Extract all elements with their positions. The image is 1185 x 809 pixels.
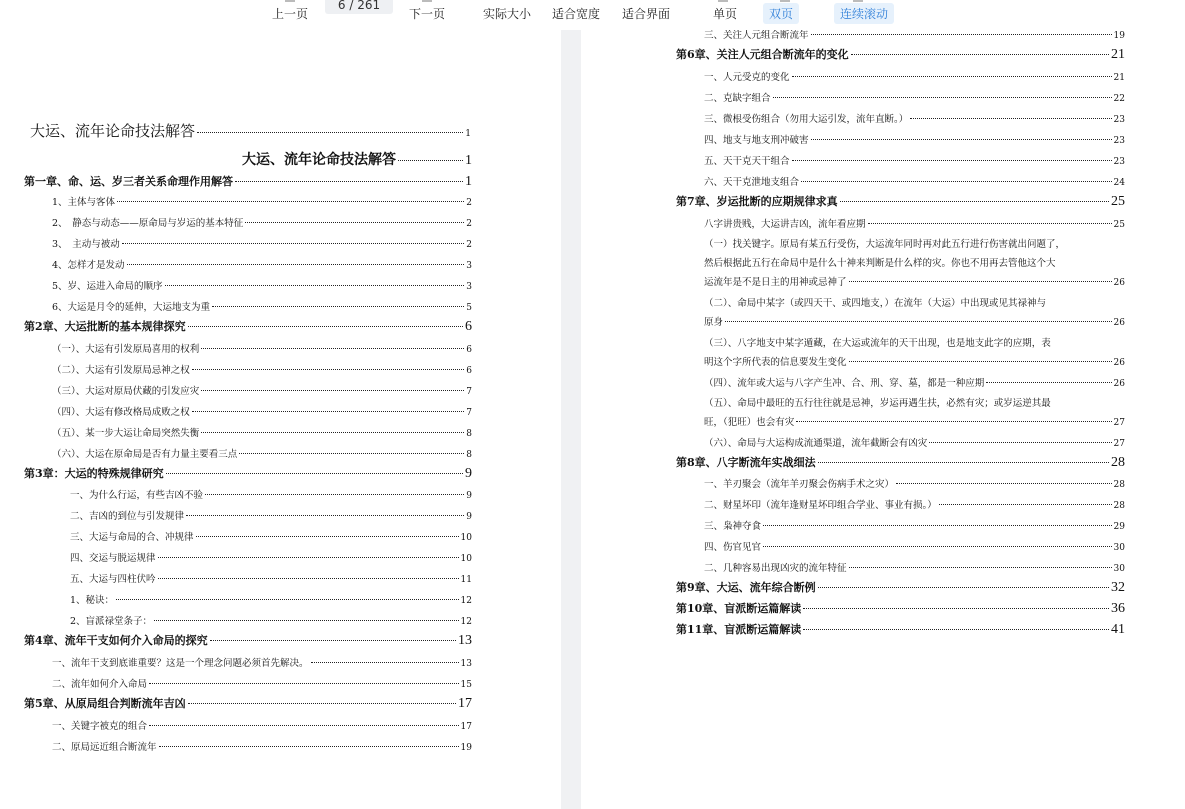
toc-entry[interactable]: 四、伤官见官 30: [704, 542, 1125, 553]
toc-chapter-entry[interactable]: 第4章、流年干支如何介入命局的探究 13: [24, 633, 472, 648]
toc-entry[interactable]: 二、几种容易出现凶灾的流年特征 30: [704, 563, 1125, 574]
toc-entry[interactable]: 一、流年干支到底谁重要？这是一个理念问题必须首先解决。 13: [52, 658, 472, 669]
toc-entry[interactable]: 2、盲派禄堂条子： 12: [70, 616, 472, 627]
toc-entry[interactable]: （四）、大运有修改格局成败之权 7: [52, 407, 472, 418]
toc-entry[interactable]: 一、羊刃聚会（流年羊刃聚会伤病手术之灾） 28: [704, 479, 1125, 490]
toc-entry[interactable]: （一）、大运有引发原局喜用的权利 6: [52, 344, 472, 355]
toolbar-icon-fragment: [780, 0, 790, 2]
toc-entry[interactable]: 二、吉凶的到位与引发规律 9: [70, 511, 472, 522]
toc-entry[interactable]: 三、大运与命局的合、冲规律 10: [70, 532, 472, 543]
toc-entry[interactable]: 一、为什么行运，有些吉凶不验 9: [70, 490, 472, 501]
toc-entry[interactable]: 四、地支与地支刑冲破害 23: [704, 135, 1125, 146]
toc-paragraph-line: （二）、命局中某字（或四天干、或四地支，）在流年（大运）中出现或见其禄神与: [704, 298, 1047, 309]
toc-paragraph-line: 然后根据此五行在命局中是什么十神来判断是什么样的灾。你也不用再去管他这个大: [704, 258, 1056, 269]
continuous-scroll-button[interactable]: 连续滚动: [834, 3, 894, 24]
toc-chapter-entry[interactable]: 第6章、关注人元组合断流年的变化 21: [676, 47, 1125, 62]
toc-entry[interactable]: 2、 静态与动态——原命局与岁运的基本特征 2: [52, 218, 472, 229]
toc-entry[interactable]: 6、大运是月令的延伸，大运地支为重 5: [52, 302, 472, 313]
document-page-right: [581, 30, 1185, 809]
toc-entry[interactable]: （四）、流年或大运与八字产生冲、合、刑、穿、墓，都是一种应期 26: [704, 378, 1125, 389]
fit-width-button[interactable]: 适合宽度: [552, 7, 601, 21]
toc-entry[interactable]: 三、关注人元组合断流年 19: [704, 30, 1125, 41]
toc-paragraph-end[interactable]: 明这个字所代表的信息要发生变化 26: [704, 357, 1125, 368]
toc-entry[interactable]: 1、主体与客体 2: [52, 197, 472, 208]
toc-entry[interactable]: （三）、大运对原局伏藏的引发应灾 7: [52, 386, 472, 397]
toc-entry[interactable]: 四、交运与脱运规律 10: [70, 553, 472, 564]
toc-title-entry[interactable]: 大运、流年论命技法解答 1: [30, 122, 471, 140]
toc-entry[interactable]: 五、大运与四柱伏吟 11: [70, 574, 472, 585]
toc-entry[interactable]: 一、关键字被克的组合 17: [52, 721, 472, 732]
page-number-box[interactable]: [325, 0, 393, 14]
toc-chapter-entry[interactable]: 大运、流年论命技法解答 1: [242, 152, 472, 168]
toolbar-icon-fragment: [853, 0, 863, 2]
toc-chapter-entry[interactable]: 第一章、命、运、岁三者关系命理作用解答 1: [24, 174, 472, 189]
next-page-button[interactable]: 下一页: [409, 7, 446, 21]
document-page-left: [0, 30, 561, 809]
double-page-button[interactable]: 双页: [763, 3, 799, 24]
toc-entry[interactable]: 八字讲贵贱，大运讲吉凶，流年看应期 25: [704, 219, 1125, 230]
single-page-button[interactable]: 单页: [713, 7, 738, 21]
fit-page-button[interactable]: 适合界面: [622, 7, 671, 21]
toc-paragraph-line: （五）、命局中最旺的五行往往就是忌神，岁运再遇生扶，必然有灾；或岁运逆其最: [704, 398, 1051, 409]
page-total: / 261: [349, 0, 381, 12]
page-current-input[interactable]: 6: [337, 0, 346, 12]
toc-entry[interactable]: 一、人元受克的变化 21: [704, 72, 1125, 83]
toc-entry[interactable]: 二、流年如何介入命局 15: [52, 679, 472, 690]
toolbar-icon-fragment: [285, 0, 295, 2]
toc-paragraph-end[interactable]: 运流年是不是日主的用神或忌神了 26: [704, 277, 1125, 288]
page-gap: [561, 30, 581, 809]
toc-paragraph-end[interactable]: 旺，（犯旺）也会有灾 27: [704, 417, 1125, 428]
actual-size-button[interactable]: 实际大小: [483, 7, 532, 21]
toc-paragraph-line: （一）找关键字。原局有某五行受伤，大运流年同时再对此五行进行伤害就出问题了，: [704, 239, 1066, 250]
toc-entry[interactable]: 5、岁、运进入命局的顺序 3: [52, 281, 472, 292]
toolbar-icon-fragment: [422, 0, 432, 2]
toc-entry[interactable]: 二、财星坏印（流年逢财星坏印组合学业、事业有损。） 28: [704, 500, 1125, 511]
toc-entry[interactable]: 三、微根受伤组合（勿用大运引发，流年直断。） 23: [704, 114, 1125, 125]
toc-entry[interactable]: 五、天干克天干组合 23: [704, 156, 1125, 167]
toc-entry[interactable]: （五）、某一步大运让命局突然失衡 8: [52, 428, 472, 439]
toc-entry[interactable]: 六、天干克泄地支组合 24: [704, 177, 1125, 188]
toc-paragraph-line: （三）、八字地支中某字遁藏，在大运或流年的天干出现，也是地支此字的应期，表: [704, 338, 1051, 349]
toc-chapter-entry[interactable]: 第3章：大运的特殊规律研究 9: [24, 466, 472, 481]
toc-entry[interactable]: （六）、大运在原命局是否有力量主要看三点 8: [52, 449, 472, 460]
toolbar-icon-fragment: [718, 0, 728, 2]
toc-chapter-entry[interactable]: 第2章、大运批断的基本规律探究 6: [24, 319, 472, 334]
toc-entry[interactable]: 4、怎样才是发动 3: [52, 260, 472, 271]
toc-entry[interactable]: （六）、命局与大运构成流通渠道，流年截断会有凶灾 27: [704, 438, 1125, 449]
toc-chapter-entry[interactable]: 第10章、盲派断运篇解读 36: [676, 601, 1125, 616]
viewer-toolbar: [0, 0, 1185, 30]
toc-paragraph-end[interactable]: 原身 26: [704, 317, 1125, 328]
toc-entry[interactable]: 三、枭神夺食 29: [704, 521, 1125, 532]
toc-chapter-entry[interactable]: 第7章、岁运批断的应期规律求真 25: [676, 194, 1125, 209]
prev-page-button[interactable]: 上一页: [272, 7, 309, 21]
toc-entry[interactable]: 二、克缺字组合 22: [704, 93, 1125, 104]
toc-entry[interactable]: 1、秘诀： 12: [70, 595, 472, 606]
toc-chapter-entry[interactable]: 第8章、八字断流年实战细法 28: [676, 455, 1125, 470]
toc-entry[interactable]: （二）、大运有引发原局忌神之权 6: [52, 365, 472, 376]
toc-chapter-entry[interactable]: 第5章、从原局组合判断流年吉凶 17: [24, 696, 472, 711]
toc-entry[interactable]: 二、原局远近组合断流年 19: [52, 742, 472, 753]
toc-entry[interactable]: 3、 主动与被动 2: [52, 239, 472, 250]
toc-chapter-entry[interactable]: 第9章、大运、流年综合断例 32: [676, 580, 1125, 595]
toc-chapter-entry[interactable]: 第11章、盲派断运篇解读 41: [676, 622, 1125, 637]
